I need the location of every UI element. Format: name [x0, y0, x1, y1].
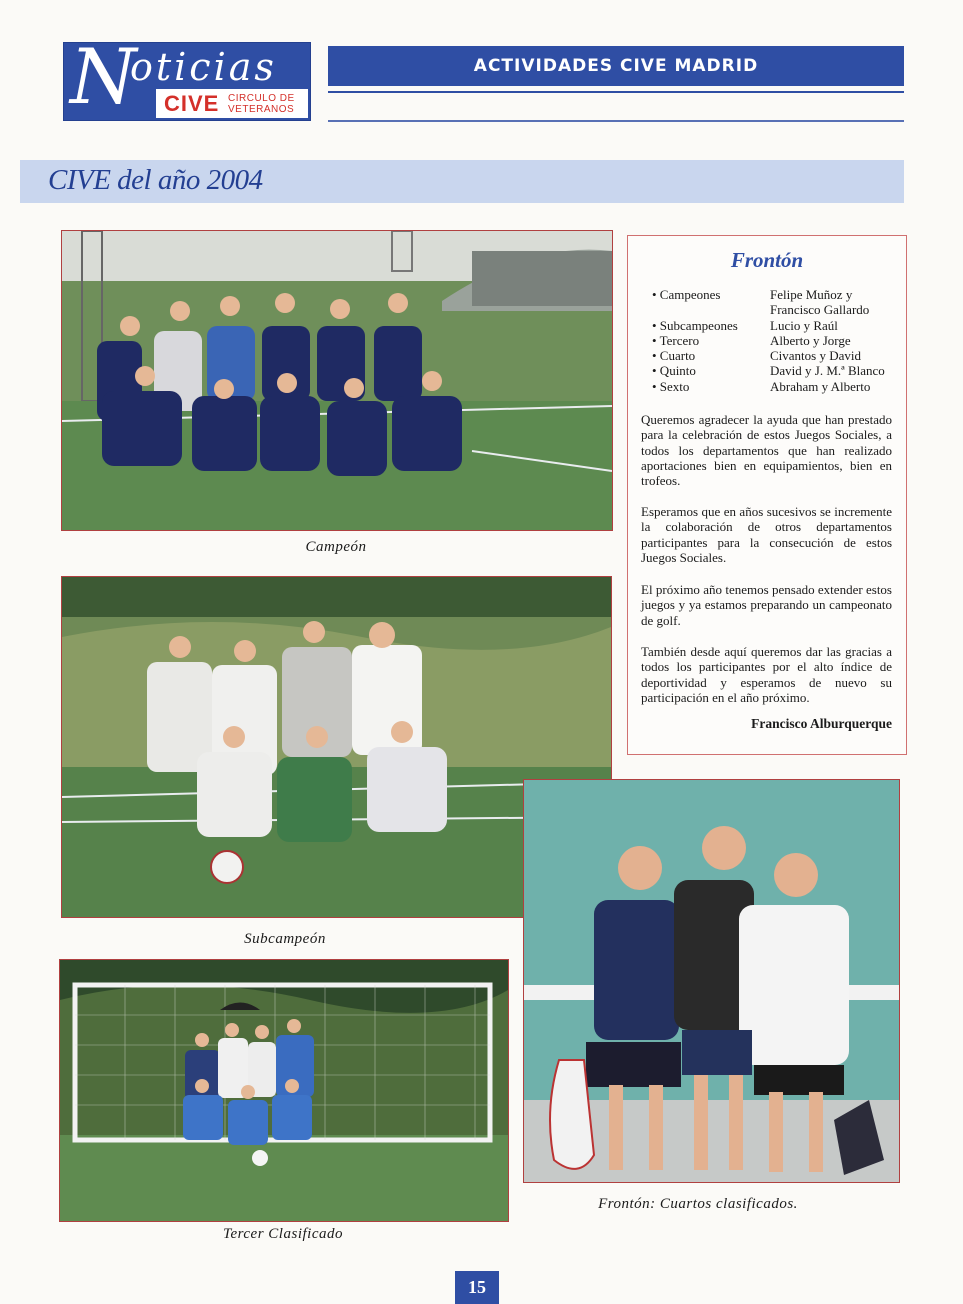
photo-fronton-cuartos	[523, 779, 900, 1183]
results-list	[652, 287, 902, 394]
result-value: Felipe Muñoz y	[770, 287, 853, 302]
section-banner: ACTIVIDADES CIVE MADRID	[328, 46, 904, 86]
logo-word: oticias	[130, 45, 277, 89]
banner-divider	[328, 91, 904, 93]
result-row	[652, 348, 902, 363]
result-row	[652, 302, 902, 317]
noticias-logo	[63, 32, 311, 121]
paragraph-collaboration: Esperamos que en años sucesivos se incremente la colaboración de otros departamentos participantes para la consecución de estos Juegos Sociales.	[641, 504, 892, 565]
logo-brand-box	[156, 89, 308, 118]
result-value: Alberto y Jorge	[770, 332, 851, 348]
result-row	[652, 318, 902, 333]
result-value: Francisco Gallardo	[770, 302, 870, 318]
result-value: Lucio y Raúl	[770, 317, 838, 333]
photo-campeon	[61, 230, 613, 531]
fronton-results-box	[627, 235, 907, 755]
result-label: • Subcampeones	[652, 317, 738, 333]
result-label: • Sexto	[652, 378, 690, 394]
logo-brand: CIVE	[164, 91, 220, 116]
result-row	[652, 379, 902, 394]
banner-divider	[328, 120, 904, 122]
result-label	[652, 302, 770, 317]
page-number: 15	[455, 1271, 499, 1304]
paragraph-thanks: Queremos agradecer la ayuda que han prestado para la celebración de estos Juegos Sociales, a todos los departamentos que han realizado aportaciones bien en equipamientos, bien en trofeos.	[641, 412, 892, 489]
result-value: Civantos y David	[770, 348, 861, 364]
result-row	[652, 333, 902, 348]
result-value: David y J. M.ª Blanco	[770, 363, 885, 379]
section-title-bar	[20, 160, 904, 203]
logo-brand-line2: VETERANOS	[228, 104, 295, 115]
result-row	[652, 363, 902, 378]
paragraph-golf: El próximo año tenemos pensado extender estos juegos y ya estamos preparando un campeonato de golf.	[641, 582, 892, 628]
result-label: • Tercero	[652, 332, 700, 348]
fronton-title: Frontón	[730, 248, 804, 272]
caption-campeon: Campeón	[305, 539, 367, 555]
result-row	[652, 287, 902, 302]
caption-tercer-clasificado: Tercer Clasificado	[223, 1226, 343, 1242]
logo-brand-line1: CIRCULO DE	[228, 93, 295, 104]
result-label: • Cuarto	[652, 348, 696, 364]
caption-fronton-cuartos: Frontón: Cuartos clasificados.	[598, 1196, 798, 1212]
caption-subcampeon: Subcampeón	[244, 931, 326, 947]
result-label: • Campeones	[652, 287, 721, 302]
author-name: Francisco Alburquerque	[751, 716, 892, 731]
result-value: Abraham y Alberto	[770, 378, 871, 394]
page-title: CIVE del año 2004	[48, 164, 263, 196]
paragraph-gratitude: También desde aquí queremos dar las gracias a todos los participantes por el alto índice de deportividad y esperamos de nuevo su participación en el año próximo.	[641, 644, 892, 705]
photo-tercer-clasificado	[59, 959, 509, 1222]
logo-initial: N	[70, 32, 137, 121]
result-label: • Quinto	[652, 363, 696, 379]
